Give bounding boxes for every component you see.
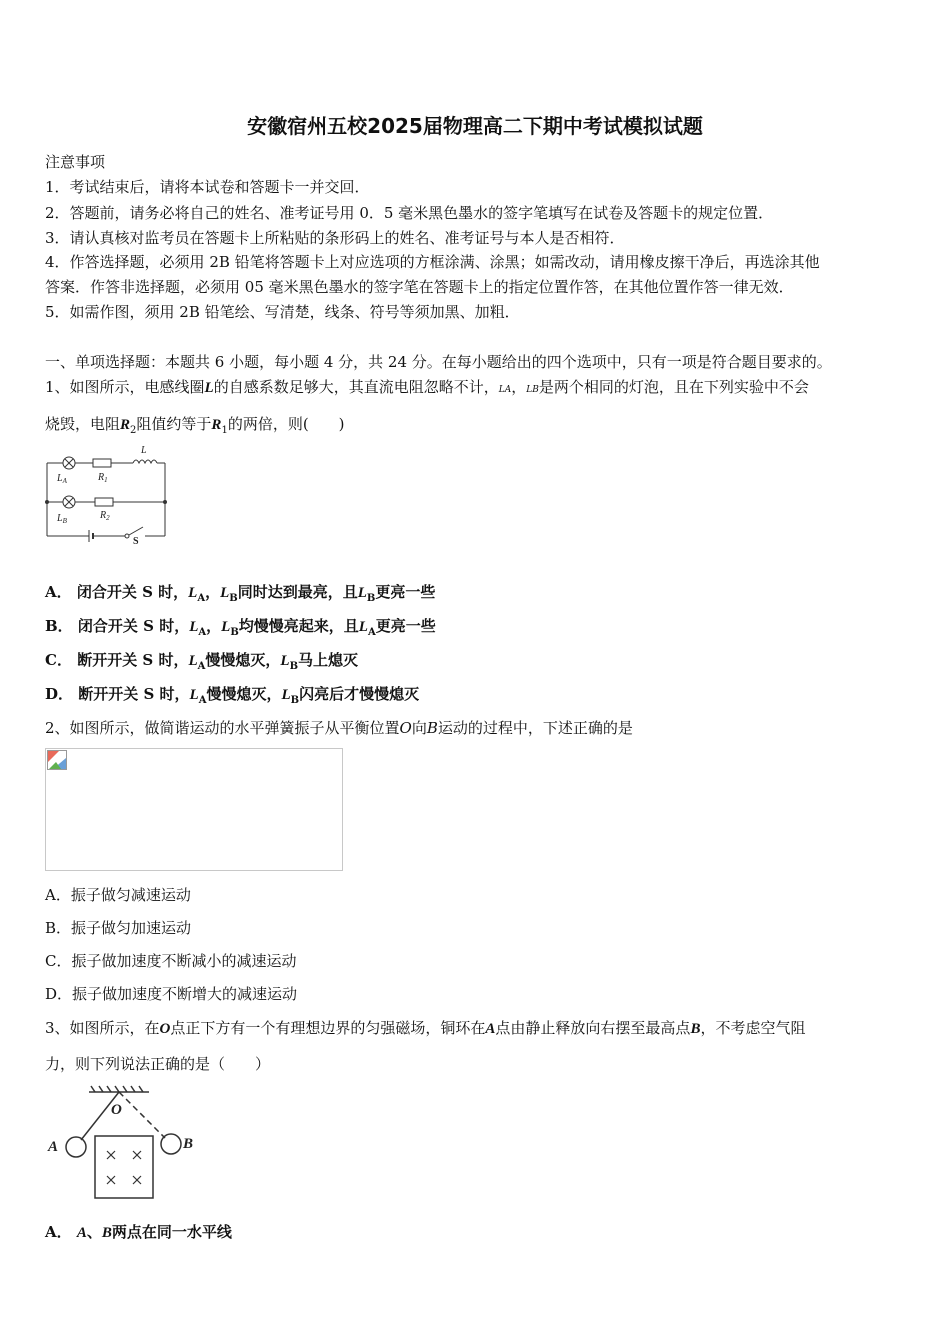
resistor-r1-icon — [93, 459, 111, 467]
exam-title: 安徽宿州五校2025届物理高二下期中考试模拟试题 — [247, 114, 703, 138]
notice-item: 4．作答选择题，必须用 2B 铅笔将答题卡上对应选项的方框涂满、涂黑；如需改动，请用橡皮擦干净后，再选涂其他 — [45, 253, 820, 271]
q3-stem-line1: 3、如图所示，在O点正下方有一个有理想边界的匀强磁场，铜环在A点由静止释放向右摆至最高点B，不考虑空气阻 — [45, 1019, 806, 1037]
svg-text:A: A — [48, 1139, 59, 1155]
q1-option-b[interactable]: B． 闭合开关 S 时，$L_A$，$L_B$均慢慢亮起来，且$L_A$更亮一些 — [45, 617, 436, 638]
svg-text:O: O — [111, 1102, 122, 1118]
svg-text:S: S — [133, 536, 139, 546]
q3-option-a[interactable]: A． A、B两点在同一水平线 — [45, 1223, 232, 1241]
ring-a-icon — [66, 1137, 86, 1157]
svg-text:LA: $L_A$ — [57, 473, 67, 485]
notice-item: 2．答题前，请务必将自己的姓名、准考证号用 0．5 毫米黑色墨水的签字笔填写在试卷及答题卡的规定位置． — [45, 204, 774, 222]
resistor-r2-icon — [95, 498, 113, 506]
q1-stem-line1: 1、如图所示，电感线圈L的自感系数足够大，其直流电阻忽略不计，LA，LB是两个相同的灯泡，且在下列实验中不会 — [45, 378, 809, 396]
svg-text:R2: $R_2$ — [100, 510, 110, 522]
svg-text:L: L — [141, 445, 147, 456]
q2-option-b[interactable]: B．振子做匀加速运动 — [45, 919, 192, 937]
notice-item: 答案．作答非选择题，必须用 05 毫米黑色墨水的签字笔在答题卡上的指定位置作答，在其他位置作答一律无效． — [45, 278, 794, 296]
svg-text:R1: $R_1$ — [98, 472, 108, 484]
svg-text:B: B — [183, 1136, 194, 1152]
notice-item: 1．考试结束后，请将本试卷和答题卡一并交回． — [45, 178, 370, 196]
section-heading: 一、单项选择题：本题共 6 小题，每小题 4 分，共 24 分。在每小题给出的四个选项中，只有一项是符合题目要求的。 — [45, 353, 832, 371]
broken-image-icon — [47, 750, 67, 770]
magnetic-field-box — [95, 1136, 153, 1198]
notice-heading: 注意事项 — [45, 153, 106, 171]
q2-option-c[interactable]: C．振子做加速度不断减小的减速运动 — [45, 952, 297, 970]
notice-item: 5．如需作图，须用 2B 铅笔绘、写清楚，线条、符号等须加黑、加粗． — [45, 303, 520, 321]
switch-icon — [129, 527, 143, 535]
inductor-icon — [133, 460, 157, 463]
q1-option-d[interactable]: D． 断开开关 S 时，$L_A$慢慢熄灭，$L_B$闪亮后才慢慢熄灭 — [45, 685, 420, 706]
q1-circuit-diagram — [45, 444, 170, 546]
q1-option-a[interactable]: A． 闭合开关 S 时，$L_A$，$L_B$同时达到最亮，且$L_B$更亮一些 — [45, 583, 436, 604]
notice-item: 3．请认真核对监考员在答题卡上所粘贴的条形码上的姓名、准考证号与本人是否相符． — [45, 229, 625, 247]
svg-text:LB: $L_B$ — [57, 513, 67, 525]
q3-pendulum-diagram — [45, 1084, 205, 1204]
ring-b-icon — [161, 1134, 181, 1154]
q2-option-a[interactable]: A．振子做匀减速运动 — [45, 886, 191, 904]
q1-option-c[interactable]: C． 断开开关 S 时，$L_A$慢慢熄灭，$L_B$马上熄灭 — [45, 651, 359, 672]
q2-option-d[interactable]: D．振子做加速度不断增大的减速运动 — [45, 985, 298, 1003]
q3-stem-line2: 力，则下列说法正确的是（ ） — [45, 1055, 271, 1073]
q2-image-placeholder — [45, 748, 343, 871]
q2-stem: 2、如图所示，做简谐运动的水平弹簧振子从平衡位置O向B运动的过程中，下述正确的是 — [45, 719, 633, 737]
q1-stem-line2: 烧毁，电阻$R_2$阻值约等于$R_1$的两倍，则( ) — [45, 415, 345, 436]
